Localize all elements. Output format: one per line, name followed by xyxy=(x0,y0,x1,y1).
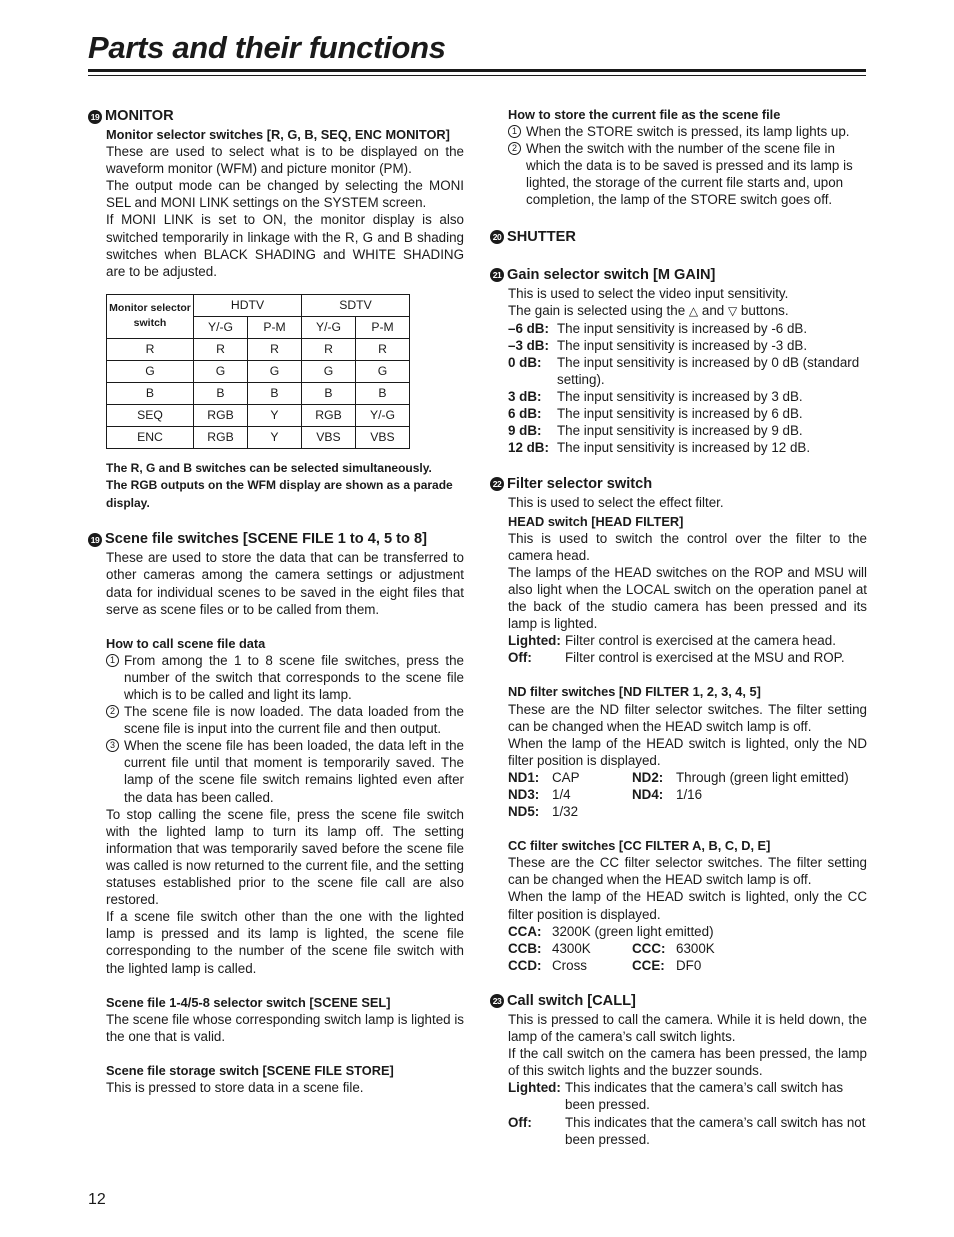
paragraph: The output mode can be changed by selecting the MONI SEL and MONI LINK settings on the SYSTEM screen. xyxy=(106,178,464,211)
list-item: Lighted: This indicates that the camera’s call switch has been pressed. xyxy=(508,1080,844,1113)
paragraph: The scene file whose corresponding switch lamp is lighted is the one that is valid. xyxy=(106,1011,465,1044)
paragraph: When the lamp of the HEAD switch is lighted, only the CC filter position is displayed. xyxy=(508,889,867,922)
table-group-header: HDTV xyxy=(194,294,302,316)
table-note: The R, G and B switches can be selected simultaneously. xyxy=(106,460,432,475)
filter-heading: 22 Filter selector switch xyxy=(490,475,867,494)
list-item: –3 dB: The input sensitivity is increased by -3 dB. xyxy=(508,337,808,353)
paragraph: This is pressed to store data in a scene file. xyxy=(106,1079,364,1095)
right-column xyxy=(490,106,867,1148)
page-number: 12 xyxy=(88,1191,106,1208)
header-rule-thin xyxy=(88,75,866,76)
paragraph: When the lamp of the HEAD switch is lighted, only the ND filter position is displayed. xyxy=(508,735,867,768)
item-number-icon: 19 xyxy=(88,110,102,124)
list-item: –6 dB: The input sensitivity is increased by -6 dB. xyxy=(508,320,808,336)
list-item: CCB: 4300K CCC: 6300K xyxy=(508,940,715,956)
table-note: The RGB outputs on the WFM display are shown as a parade display. xyxy=(106,478,453,510)
scene-store-subheading: Scene file storage switch [SCENE FILE STORE] xyxy=(106,1062,394,1078)
header-rule-thick xyxy=(88,69,866,72)
monitor-subheading: Monitor selector switches [R, G, B, SEQ, ENC MONITOR] xyxy=(106,127,450,142)
paragraph: These are used to store the data that can be transferred to other cameras among the camera settings or adjustment data for individual scenes to be saved in the eight files that serve as scene files or to be called from them. xyxy=(106,550,464,617)
list-item: 12 dB: The input sensitivity is increased by 12 dB. xyxy=(508,440,811,456)
table-corner: Monitor selector switch xyxy=(107,294,194,338)
list-item: ND3: 1/4 ND4: 1/16 xyxy=(508,787,703,802)
list-item: 1 When the STORE switch is pressed, its lamp lights up. xyxy=(508,123,867,140)
call-heading: 23 Call switch [CALL] xyxy=(490,992,867,1011)
paragraph: If MONI LINK is set to ON, the monitor display is also switched temporarily in linkage with the R, G and B shading switches when BLACK SHADING and WHITE SHADING are to be adjusted. xyxy=(106,212,464,279)
list-item: Off: Filter control is exercised at the MSU and ROP. xyxy=(508,650,845,666)
list-item: 3 When the scene file has been loaded, the data left in the current file until that moment is temporarily saved. The lamp of the scene file switch remains lighted even after the data has been called. xyxy=(106,737,464,805)
item-number-icon: 23 xyxy=(490,994,504,1008)
shutter-heading: 20 SHUTTER xyxy=(490,228,867,247)
item-number-icon: 19 xyxy=(88,533,102,547)
list-item: 1 From among the 1 to 8 scene file switches, press the number of the switch that corresponds to the scene file which is to be called and light its lamp. xyxy=(106,652,464,703)
table-sub-header: Y/-G xyxy=(194,316,248,338)
list-item: ND1: CAP ND2: Through (green light emitted) xyxy=(508,769,849,785)
item-number-icon: 22 xyxy=(490,477,504,491)
paragraph: These are used to select what is to be displayed on the waveform monitor (WFM) and picture monitor (PM). xyxy=(106,144,464,177)
list-item: 6 dB: The input sensitivity is increased by 6 dB. xyxy=(508,406,803,422)
triangle-up-icon: △ xyxy=(688,303,699,318)
step-number-icon: 2 xyxy=(106,705,119,718)
list-item: 3 dB: The input sensitivity is increased by 3 dB. xyxy=(508,389,803,405)
scene-file-heading: 19 Scene file switches [SCENE FILE 1 to 4, 5 to 8] xyxy=(88,530,464,549)
item-number-icon: 20 xyxy=(490,230,504,244)
list-item: CCA: 3200K (green light emitted) xyxy=(508,923,714,939)
paragraph: If the call switch on the camera has been pressed, the lamp of this switch lights and the buzzer sounds. xyxy=(508,1046,867,1079)
triangle-down-icon: ▽ xyxy=(727,303,738,318)
paragraph: To stop calling the scene file, press the scene file switch with the lighted lamp to turn its lamp off. The setting information that was temporarily saved before the scene file was called is now returned to the current file, and the setting statuses established prior to the scene file call are also restored. xyxy=(106,806,464,908)
call-subheading: How to call scene file data xyxy=(106,635,266,651)
item-number-icon: 21 xyxy=(490,268,504,282)
step-number-icon: 1 xyxy=(508,125,521,138)
paragraph: These are the ND filter selector switches. The filter setting can be changed when the HEAD switch lamp is off. xyxy=(508,701,867,734)
paragraph: These are the CC filter selector switches. The filter setting can be changed when the HEAD switch lamp is off. xyxy=(508,855,867,888)
paragraph: This is used to select the effect filter. xyxy=(508,494,724,510)
paragraph: This is used to select the video input sensitivity. xyxy=(508,285,789,301)
list-item: CCD: Cross CCE: DF0 xyxy=(508,957,702,973)
list-item: Off: This indicates that the camera’s call switch has not been pressed. xyxy=(508,1114,866,1147)
step-number-icon: 2 xyxy=(508,142,521,155)
head-subheading: HEAD switch [HEAD FILTER] xyxy=(508,513,684,529)
list-item: 2 The scene file is now loaded. The data loaded from the scene file is input into the current file and then output. xyxy=(106,703,464,737)
step-number-icon: 1 xyxy=(106,654,119,667)
step-number-icon: 3 xyxy=(106,739,119,752)
paragraph: This is pressed to call the camera. While it is held down, the lamp of the camera’s call switch lights. xyxy=(508,1011,867,1045)
table-row: B B B B B xyxy=(107,382,410,404)
list-item: 9 dB: The input sensitivity is increased by 9 dB. xyxy=(508,423,803,439)
list-item: Lighted: Filter control is exercised at the camera head. xyxy=(508,633,836,649)
paragraph: The gain is selected using the △ and ▽ buttons. xyxy=(508,302,789,318)
list-item: ND5: 1/32 xyxy=(508,804,579,820)
list-item: 0 dB: The input sensitivity is increased by 0 dB (standard setting). xyxy=(508,354,860,388)
store-subheading: How to store the current file as the scene file xyxy=(508,107,781,122)
monitor-selector-table xyxy=(106,294,410,449)
paragraph: This is used to switch the control over the filter to the camera head. xyxy=(508,530,867,563)
table-sub-header: P-M xyxy=(356,316,410,338)
table-row: SEQ RGB Y RGB Y/-G xyxy=(107,404,410,426)
cc-subheading: CC filter switches [CC FILTER A, B, C, D, E] xyxy=(508,838,771,854)
paragraph: The lamps of the HEAD switches on the ROP and MSU will also light when the LOCAL switch on the operation panel at the back of the studio camera has been pressed and its lamp is lighted. xyxy=(508,564,867,632)
table-sub-header: Y/-G xyxy=(302,316,356,338)
page-title: Parts and their functions xyxy=(88,30,446,65)
table-row: ENC RGB Y VBS VBS xyxy=(107,426,410,448)
table-sub-header: P-M xyxy=(248,316,302,338)
monitor-heading: 19 MONITOR xyxy=(88,107,464,126)
paragraph: If a scene file switch other than the one with the lighted lamp is pressed and its lamp is lighted, the scene file corresponding to the number of the scene file switch with the lighted lamp is called. xyxy=(106,909,464,976)
table-row: R R R R R xyxy=(107,338,410,360)
scene-sel-subheading: Scene file 1-4/5-8 selector switch [SCENE SEL] xyxy=(106,994,391,1010)
list-item: 2 When the switch with the number of the scene file in which the data is to be saved is pressed and its lamp is lighted, the storage of the current file starts and, upon completion, the lamp of the STORE switch goes off. xyxy=(508,140,867,208)
table-group-header: SDTV xyxy=(302,294,410,316)
table-row: G G G G G xyxy=(107,360,410,382)
left-column xyxy=(88,107,464,1096)
nd-subheading: ND filter switches [ND FILTER 1, 2, 3, 4, 5] xyxy=(508,684,761,700)
gain-heading: 21 Gain selector switch [M GAIN] xyxy=(490,266,867,285)
